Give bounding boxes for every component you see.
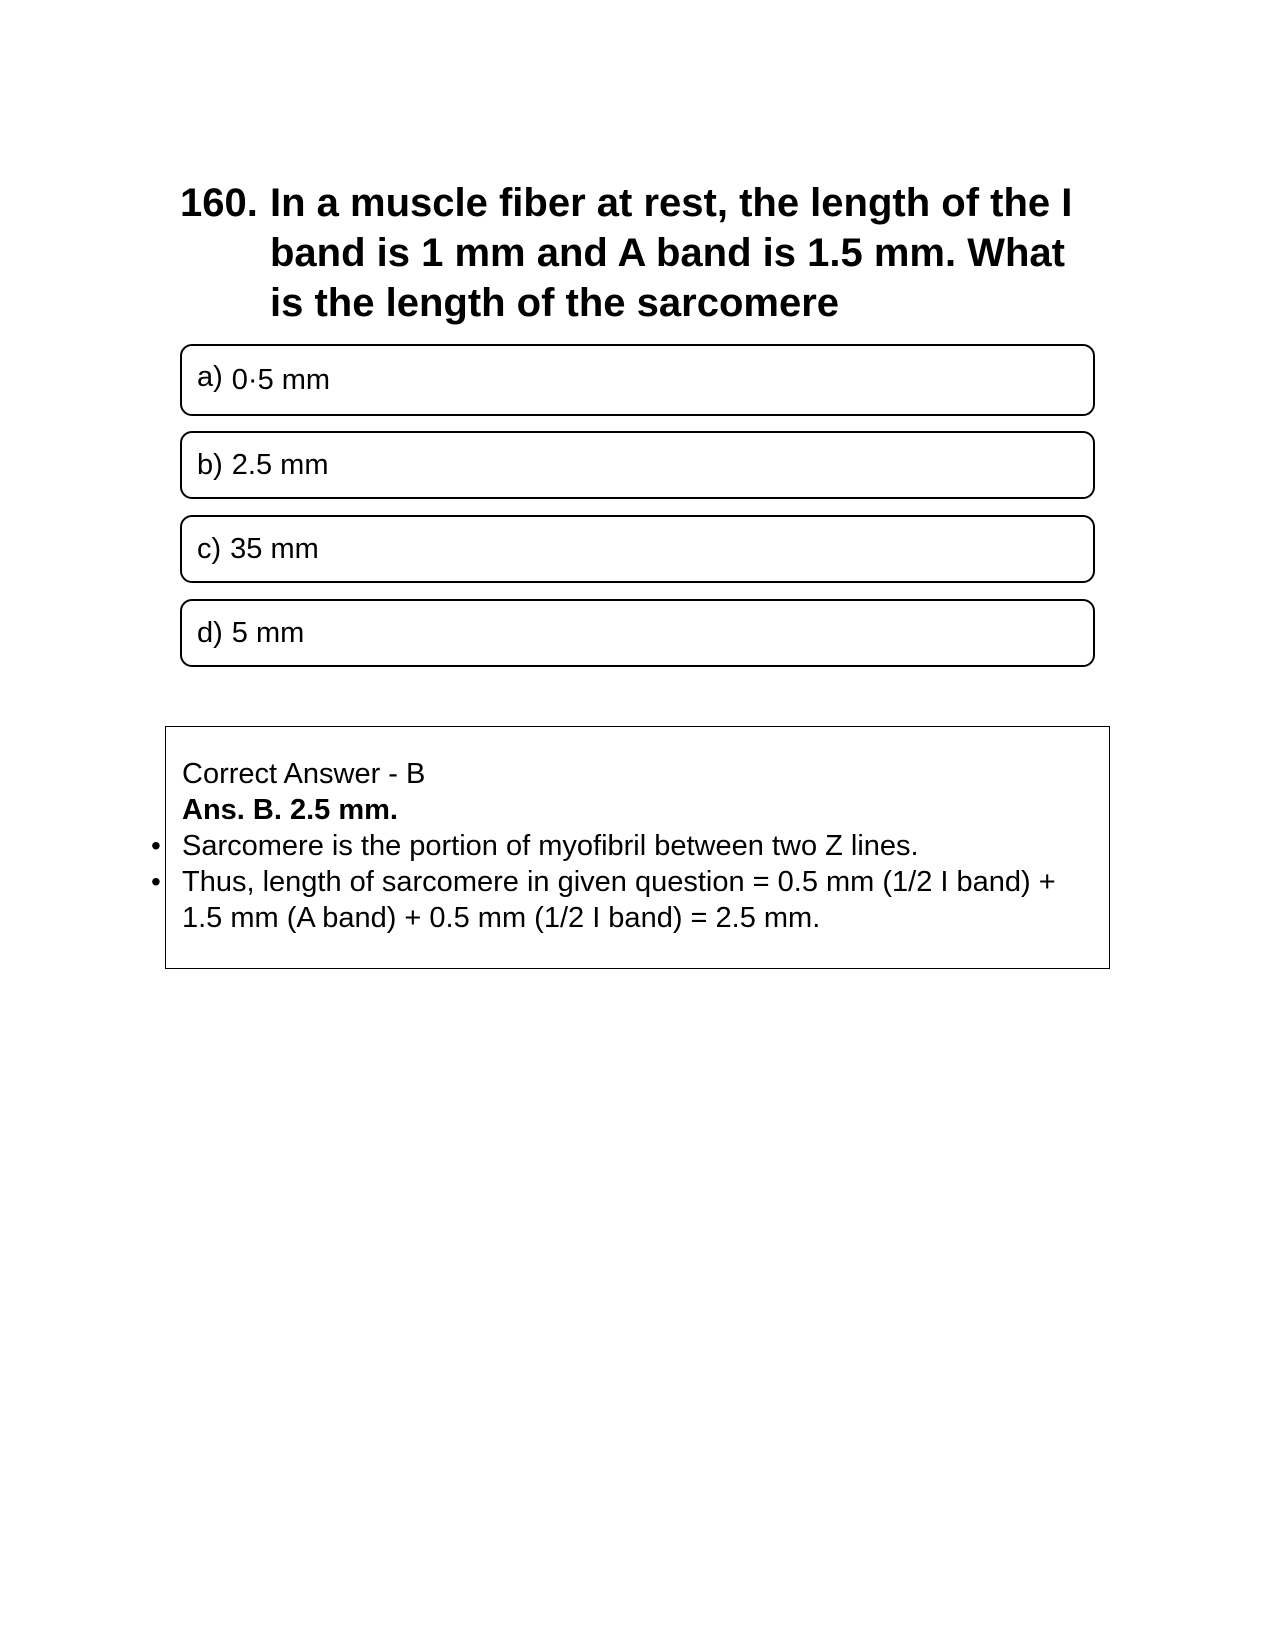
correct-answer-label: Correct Answer - B xyxy=(182,758,426,790)
bullet-icon: • xyxy=(151,830,161,861)
option-letter: b) xyxy=(197,448,223,481)
option-d[interactable] xyxy=(180,599,1095,667)
explanation-text: Sarcomere is the portion of myofibril between two Z lines. xyxy=(182,830,919,862)
option-c[interactable] xyxy=(180,515,1095,583)
explanation-text: Thus, length of sarcomere in given question = 0.5 mm (1/2 I band) + 1.5 mm (A band) + 0.5 mm (1/2 I band) = 2.5 mm. xyxy=(182,866,1056,934)
bullet-icon: • xyxy=(151,866,161,897)
option-text: 35 mm xyxy=(230,532,319,565)
question-text: In a muscle fiber at rest, the length of the I band is 1 mm and A band is 1.5 mm. What is the length of the sarcomere xyxy=(270,181,1073,325)
question-number: 160. xyxy=(180,181,258,225)
answer-content xyxy=(151,756,1092,936)
option-letter: d) xyxy=(197,616,223,649)
explanation-item xyxy=(151,864,1092,936)
option-letter: a) xyxy=(197,360,223,393)
option-text: 2.5 mm xyxy=(231,448,329,481)
option-letter: c) xyxy=(197,532,222,565)
option-text: 5 mm xyxy=(231,616,305,649)
explanation-list xyxy=(151,828,1092,936)
option-text: 0·5 mm xyxy=(231,363,331,396)
answer-box xyxy=(151,726,1110,969)
question xyxy=(180,178,1100,328)
answer-heading: Ans. B. 2.5 mm. xyxy=(182,794,398,826)
option-a[interactable] xyxy=(180,344,1095,416)
explanation-item xyxy=(151,828,1092,864)
option-b[interactable] xyxy=(180,431,1095,499)
